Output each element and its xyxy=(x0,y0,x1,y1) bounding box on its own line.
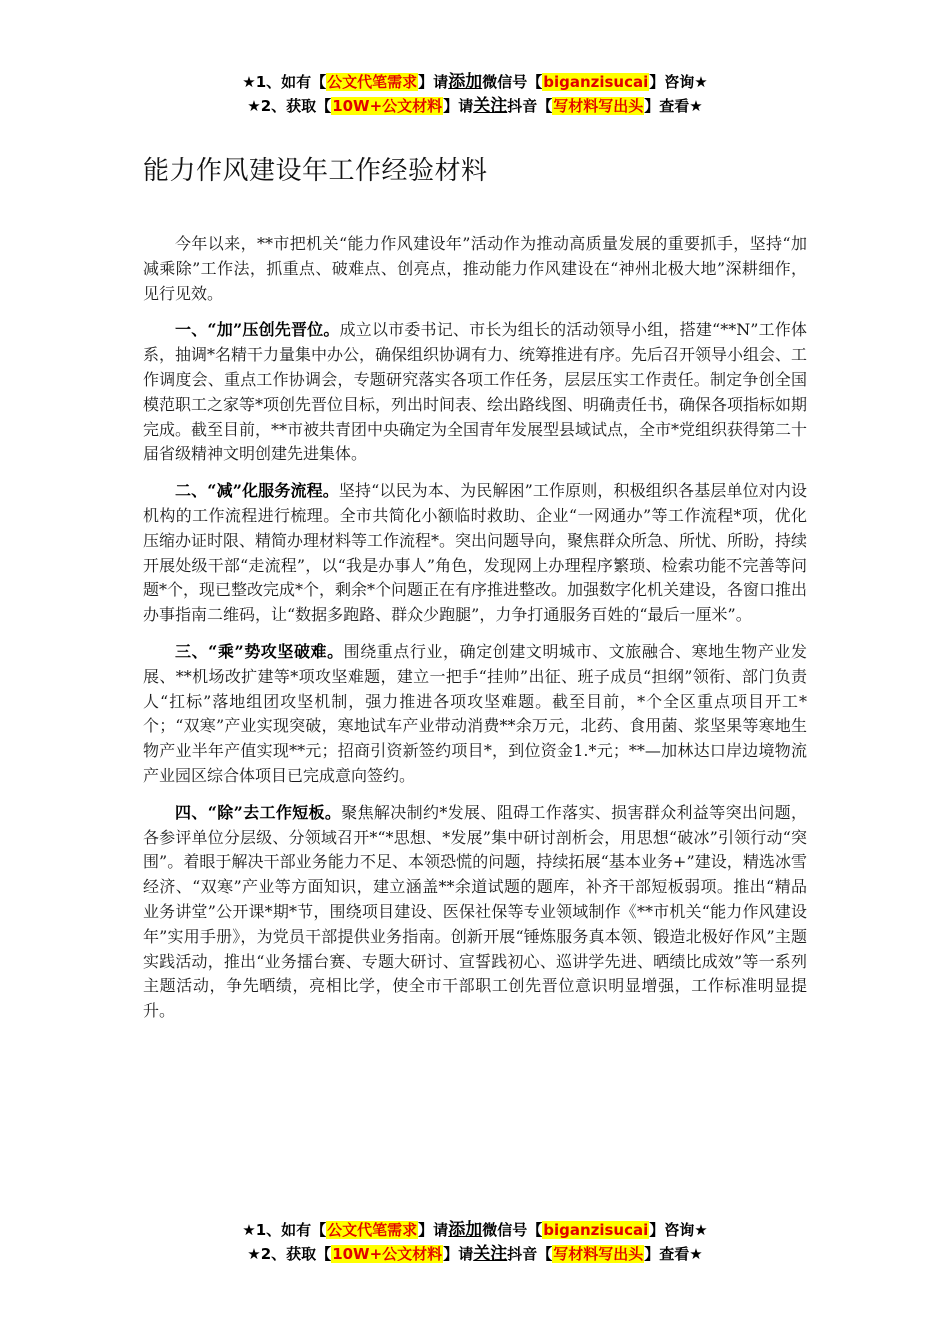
promo-text: 微信号【 xyxy=(482,1221,543,1239)
promo-text: 】咨询★ xyxy=(649,73,708,91)
promo-text: 】查看★ xyxy=(644,1245,703,1263)
document-title: 能力作风建设年工作经验材料 xyxy=(143,156,488,186)
section-heading: 一、“加”压创先晋位。 xyxy=(175,320,340,340)
promo-text: 微信号【 xyxy=(482,73,543,91)
star-icon: ★ xyxy=(242,1221,256,1239)
promo-emphasis: 添加 xyxy=(448,72,483,92)
promo-banner-bottom xyxy=(0,1218,950,1266)
section-body: 围绕重点行业，确定创建文明城市、文旅融合、寒地生物产业发展、**机场改扩建等*项攻坚难题，建立一把手“挂帅”出征、班子成员“担纲”领衔、部门负责人“扛标”落地组团攻坚机制，强力推进各项攻坚难题。截至目前，*个全区重点项目开工*个；“双寒”产业实现突破，寒地试车产业带动消费**余万元，北药、食用菌、浆坚果等寒地生物产业半年产值实现**元；招商引资新签约项目*，到位资金1.*元；**—加林达口岸边境物流产业园区综合体项目已完成意向签约。 xyxy=(143,641,807,785)
section-heading: 三、“乘”势攻坚破难。 xyxy=(175,641,344,661)
promo-text: 2、获取【 xyxy=(260,1245,332,1263)
promo-douyin-id: 写材料写出头 xyxy=(553,97,644,115)
section-paragraph-3 xyxy=(143,640,807,789)
promo-wechat-id: biganzisucai xyxy=(543,1221,649,1239)
section-paragraph-1 xyxy=(143,318,807,467)
star-icon: ★ xyxy=(247,1245,261,1263)
promo-text: 1、如有【 xyxy=(255,73,327,91)
section-paragraph-4 xyxy=(143,801,807,1024)
promo-text: 】请 xyxy=(418,73,449,91)
promo-highlight: 公文代笔需求 xyxy=(327,73,418,91)
promo-line-2 xyxy=(0,1242,950,1266)
promo-line-2 xyxy=(0,94,950,118)
intro-paragraph: 今年以来，**市把机关“能力作风建设年”活动作为推动高质量发展的重要抓手，坚持“加减乘除”工作法，抓重点、破难点、创亮点，推动能力作风建设在“神州北极大地”深耕细作，见行见效。 xyxy=(143,234,807,303)
star-icon: ★ xyxy=(242,73,256,91)
promo-text: 】请 xyxy=(418,1221,449,1239)
promo-text: 】请 xyxy=(443,97,474,115)
promo-text: 】咨询★ xyxy=(649,1221,708,1239)
promo-text: 抖音【 xyxy=(507,97,553,115)
star-icon: ★ xyxy=(247,97,261,115)
promo-emphasis: 关注 xyxy=(473,1244,508,1264)
promo-wechat-id: biganzisucai xyxy=(543,73,649,91)
document-body xyxy=(143,232,807,1036)
section-paragraph-2 xyxy=(143,479,807,628)
promo-highlight: 公文代笔需求 xyxy=(327,1221,418,1239)
section-body: 成立以市委书记、市长为组长的活动领导小组，搭建“**N”工作体系，抽调*名精干力量集中办公，确保组织协调有力、统筹推进有序。先后召开领导小组会、工作调度会、重点工作协调会，专题研究落实各项工作任务，层层压实工作责任。制定争创全国模范职工之家等*项创先晋位目标，列出时间表、绘出路线图、明确责任书，确保各项指标如期完成。截至目前，**市被共青团中央确定为全国青年发展型县域试点，全市*党组织获得第二十届省级精神文明创建先进集体。 xyxy=(143,320,808,464)
promo-emphasis: 添加 xyxy=(448,1220,483,1240)
promo-text: 1、如有【 xyxy=(255,1221,327,1239)
section-heading: 四、“除”去工作短板。 xyxy=(175,802,342,822)
promo-text: 】请 xyxy=(443,1245,474,1263)
promo-text: 】查看★ xyxy=(644,97,703,115)
promo-douyin-id: 写材料写出头 xyxy=(553,1245,644,1263)
section-body: 聚焦解决制约*发展、阻碍工作落实、损害群众利益等突出问题，各参评单位分层级、分领域召开*“*思想、*发展”集中研讨剖析会，用思想“破冰”引领行动“突围”。着眼于解决干部业务能力不足、本领恐慌的问题，持续拓展“基本业务+”建设，精选冰雪经济、“双寒”产业等方面知识，建立涵盖**余道试题的题库，补齐干部短板弱项。推出“精品业务讲堂”公开课*期*节，围绕项目建设、医保社保等专业领域制作《**市机关“能力作风建设年”实用手册》，为党员干部提供业务指南。创新开展“锤炼服务真本领、锻造北极好作风”主题实践活动，推出“业务擂台赛、专题大研讨、宣誓践初心、巡讲学先进、晒绩比成效”等一系列主题活动，争先晒绩，亮相比学，使全市干部职工创先晋位意识明显增强，工作标准明显提升。 xyxy=(143,802,807,1021)
section-heading: 二、“减”化服务流程。 xyxy=(175,481,339,501)
promo-text: 抖音【 xyxy=(507,1245,553,1263)
promo-text: 2、获取【 xyxy=(260,97,332,115)
promo-banner-top xyxy=(0,70,950,118)
promo-highlight: 10W+公文材料 xyxy=(332,97,443,115)
promo-line-1 xyxy=(0,70,950,94)
promo-highlight: 10W+公文材料 xyxy=(332,1245,443,1263)
section-body: 坚持“以民为本、为民解困”工作原则，积极组织各基层单位对内设机构的工作流程进行梳理。全市共简化小额临时救助、企业“一网通办”等工作流程*项，优化压缩办证时限、精简办理材料等工作流程*。突出问题导向，聚焦群众所急、所忧、所盼，持续开展处级干部“走流程”，以“我是办事人”角色，发现网上办理程序繁琐、检索功能不完善等问题*个，现已整改完成*个，剩余*个问题正在有序推进整改。加强数字化机关建设，各窗口推出办事指南二维码，让“数据多跑路、群众少跑腿”，力争打通服务百姓的“最后一厘米”。 xyxy=(143,481,808,625)
promo-emphasis: 关注 xyxy=(473,96,508,116)
promo-line-1 xyxy=(0,1218,950,1242)
